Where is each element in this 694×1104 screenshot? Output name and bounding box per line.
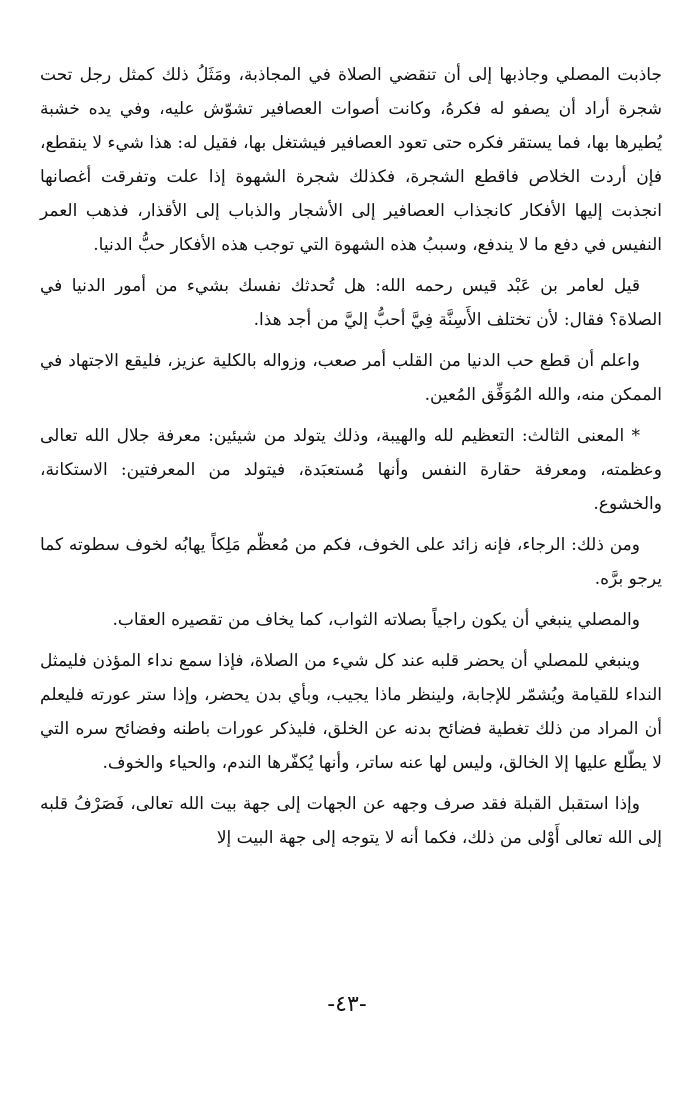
paragraph-qibla: وإذا استقبل القبلة فقد صرف وجهه عن الجهات إلى جهة بيت الله تعالى، فَصَرْفُ قلبه إلى الله تعالى أَوْلى من ذلك، فكما أنه لا يتوجه إلى جهة البيت إلا (40, 794, 662, 848)
paragraph-amir-ibn-abd-qays: قيل لعامر بن عَبْد قيس رحمه الله: هل تُحدثك نفسك بشيء من أمور الدنيا في الصلاة؟ فقال: لأن تختلف الأَسِنَّة فِيَّ أحبُّ إليَّ من أجد هذا. (40, 276, 662, 330)
page-number: -٤٣- (327, 992, 367, 1017)
paragraph-presence-of-heart: وينبغي للمصلي أن يحضر قلبه عند كل شيء من الصلاة، فإذا سمع نداء المؤذن فليمثل النداء للقيامة ويُشمّر للإجابة، ولينظر ماذا يجيب، وبأي بدن يحضر، وإذا ستر عورته فليعلم أن المراد من ذلك تغطية فضائح بدنه عن الخلق، فليذكر عورات باطنه وفضائح سره التي لا يطّلع عليها إلا الخالق، وليس لها عنه ساتر، وأنها يُكفّرها الندم، والحياء والخوف. (40, 651, 662, 773)
paragraph-continuation: جاذبت المصلي وجاذبها إلى أن تنقضي الصلاة في المجاذبة، ومَثَلُ ذلك كمثل رجل تحت شجرة أراد أن يصفو له فكرهُ، وكانت أصوات العصافير تشوّش عليه، وفي يده خشبة يُطيرها بها، فما يستقر فكره حتى تعود العصافير فيشتغل بها، فقيل له: هذا شيء لا ينقطع، فإن أردت الخلاص فاقطع الشجرة، فكذلك شجرة الشهوة إذا علت وتفرقت أغصانها انجذبت إليها الأفكار كانجذاب العصافير إلى الأشجار والذباب إلى الأقذار، فذهب العمر النفيس في دفع ما لا يندفع، وسببُ هذه الشهوة التي توجب هذه الأفكار حبُّ الدنيا. (40, 65, 662, 255)
paragraph-third-meaning: * المعنى الثالث: التعظيم لله والهيبة، وذلك يتولد من شيئين: معرفة جلال الله تعالى وعظمته، ومعرفة حقارة النفس وأنها مُستعبَدة، فيتولد من المعرفتين: الاستكانة، والخشوع. (40, 426, 662, 514)
paragraph-reward: والمصلي ينبغي أن يكون راجياً بصلاته الثواب، كما يخاف من تقصيره العقاب. (112, 610, 640, 630)
page-body-text (40, 58, 662, 862)
paragraph-love-of-world: واعلم أن قطع حب الدنيا من القلب أمر صعب، وزواله بالكلية عزيز، فليقع الاجتهاد في الممكن منه، والله المُوَفِّق المُعين. (40, 351, 662, 405)
paragraph-hope: ومن ذلك: الرجاء، فإنه زائد على الخوف، فكم من مُعظّم مَلِكاً يهابُه لخوف سطوته كما يرجو برَّه. (40, 535, 662, 589)
